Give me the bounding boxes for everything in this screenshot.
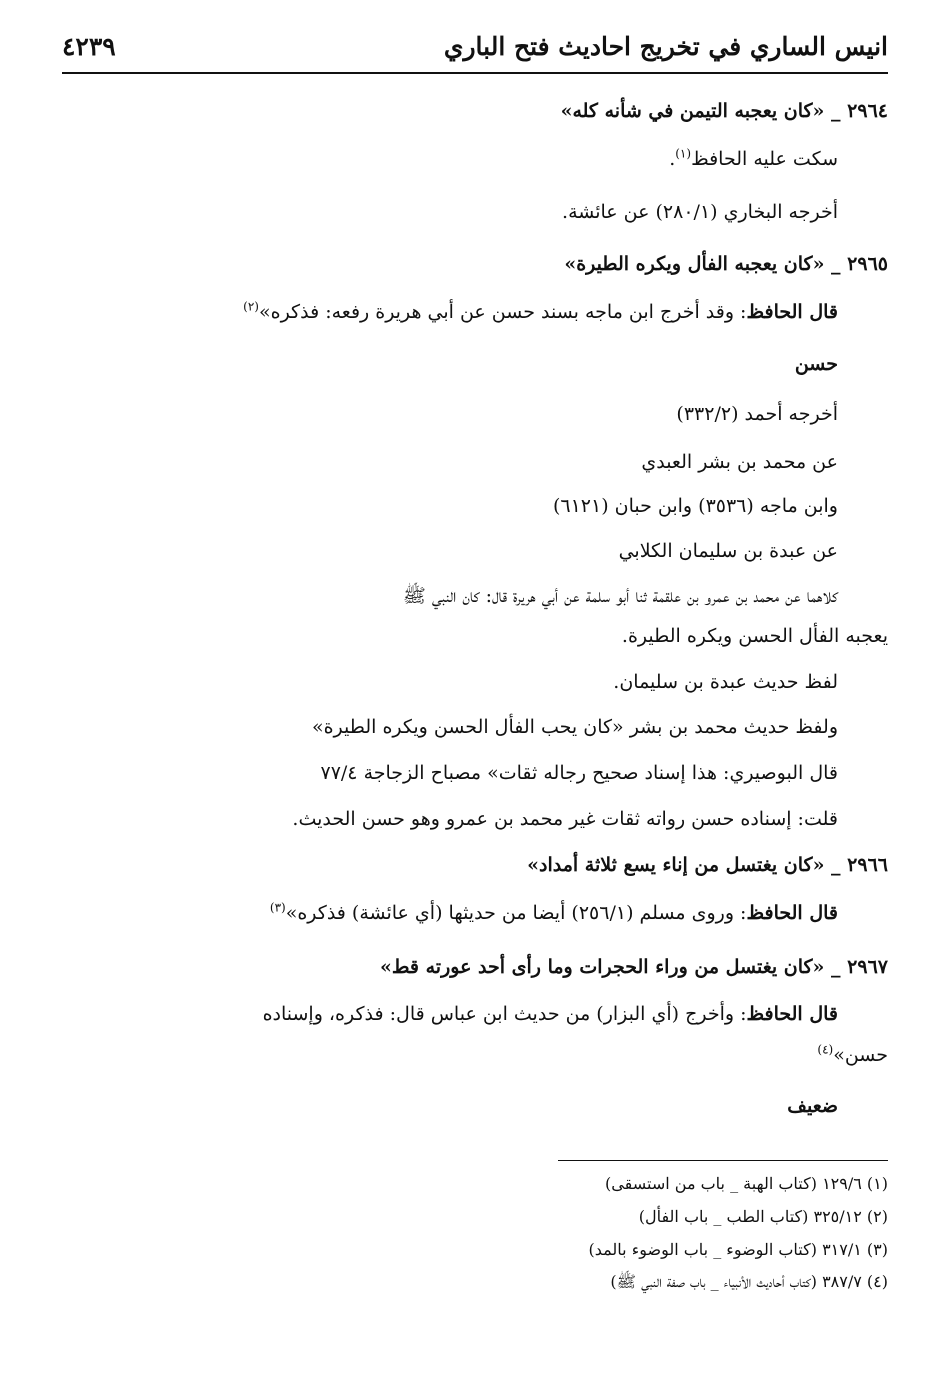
hafiz-label: قال الحافظ [746,902,838,924]
grading-label: حسن [794,353,838,375]
page-number: ٤٢٣٩ [62,32,116,61]
footnote-2: (٢) ٣٢٥/١٢ (كتاب الطب _ باب الفأل) [638,1207,888,1226]
text-line [669,144,838,174]
text-line: قال البوصيري: هذا إسناد صحيح رجاله ثقات» مصباح الزجاجة ٧٧/٤ [320,762,838,784]
hadith-heading-2964: ٢٩٦٤ _ «كان يعجبه التيمن في شأنه كله» [560,100,888,122]
text-line: لفظ حديث عبدة بن سليمان. [613,671,838,693]
hafiz-label: قال الحافظ [746,301,838,323]
text-line-body: حسن» [833,1044,888,1066]
running-header [62,32,888,70]
footnote-rule [558,1160,888,1161]
hadith-heading-2967: ٢٩٦٧ _ «كان يغتسل من وراء الحجرات وما رأى أحد عورته قط» [380,956,888,978]
footnote-1: (١) ١٢٩/٦ (كتاب الهبة _ باب من استسقى) [605,1174,888,1193]
text-line: أخرجه أحمد (٣٣٢/٢) [676,403,838,425]
footnote-marker: (٣) [269,900,286,915]
grading-label: ضعيف [787,1095,838,1117]
text-line: كلاهما عن محمد بن عمرو بن علقمة ثنا أبو سلمة عن أبي هريرة قال: كان النبي ﷺ [402,585,838,607]
footnote-marker: (٤) [817,1042,834,1057]
hafiz-text: : وروى مسلم (٢٥٦/١) أيضا من حديثها (أي عائشة) فذكره» [285,902,747,924]
hafiz-quote-line [263,999,838,1029]
text-line: قلت: إسناده حسن رواته ثقات غير محمد بن عمرو وهو حسن الحديث. [292,808,838,830]
text-line: وابن ماجه (٣٥٣٦) وابن حبان (٦١٢١) [552,495,838,517]
text-line: عن عبدة بن سليمان الكلابي [618,540,838,562]
footnote-4: (٤) ٣٨٧/٧ (كتاب أحاديث الأنبياء _ باب صفة النبي ﷺ) [610,1272,888,1291]
hafiz-text: : وقد أخرج ابن ماجه بسند حسن عن أبي هريرة رفعه: فذكره» [258,301,747,323]
book-title: انيس الساري في تخريج احاديث فتح الباري [443,32,888,61]
text-line: عن محمد بن بشر العبدي [641,451,838,473]
hafiz-label: قال الحافظ [746,1003,838,1025]
text-line-body: سكت عليه الحافظ [691,148,838,170]
footnote-marker: (٢) [243,299,259,314]
hafiz-quote-line [243,297,838,327]
header-rule [62,72,888,74]
footnote-3: (٣) ٣١٧/١ (كتاب الوضوء _ باب الوضوء بالمد) [588,1240,888,1259]
text-line: أخرجه البخاري (٢٨٠/١) عن عائشة. [562,201,838,223]
text-line: ولفظ حديث محمد بن بشر «كان يحب الفأل الحسن ويكره الطيرة» [311,716,838,738]
hadith-heading-2965: ٢٩٦٥ _ «كان يعجبه الفأل ويكره الطيرة» [564,253,888,275]
text-line-end: . [669,148,676,170]
footnote-marker: (١) [675,146,692,161]
hafiz-text: : وأخرج (أي البزار) من حديث ابن عباس قال: فذكره، وإسناده [262,1003,747,1025]
hadith-heading-2966: ٢٩٦٦ _ «كان يغتسل من إناء يسع ثلاثة أمداد» [527,854,888,876]
text-line-continuation [817,1040,888,1070]
hafiz-quote-line [270,898,838,928]
text-line-continuation: يعجبه الفأل الحسن ويكره الطيرة. [621,625,888,647]
